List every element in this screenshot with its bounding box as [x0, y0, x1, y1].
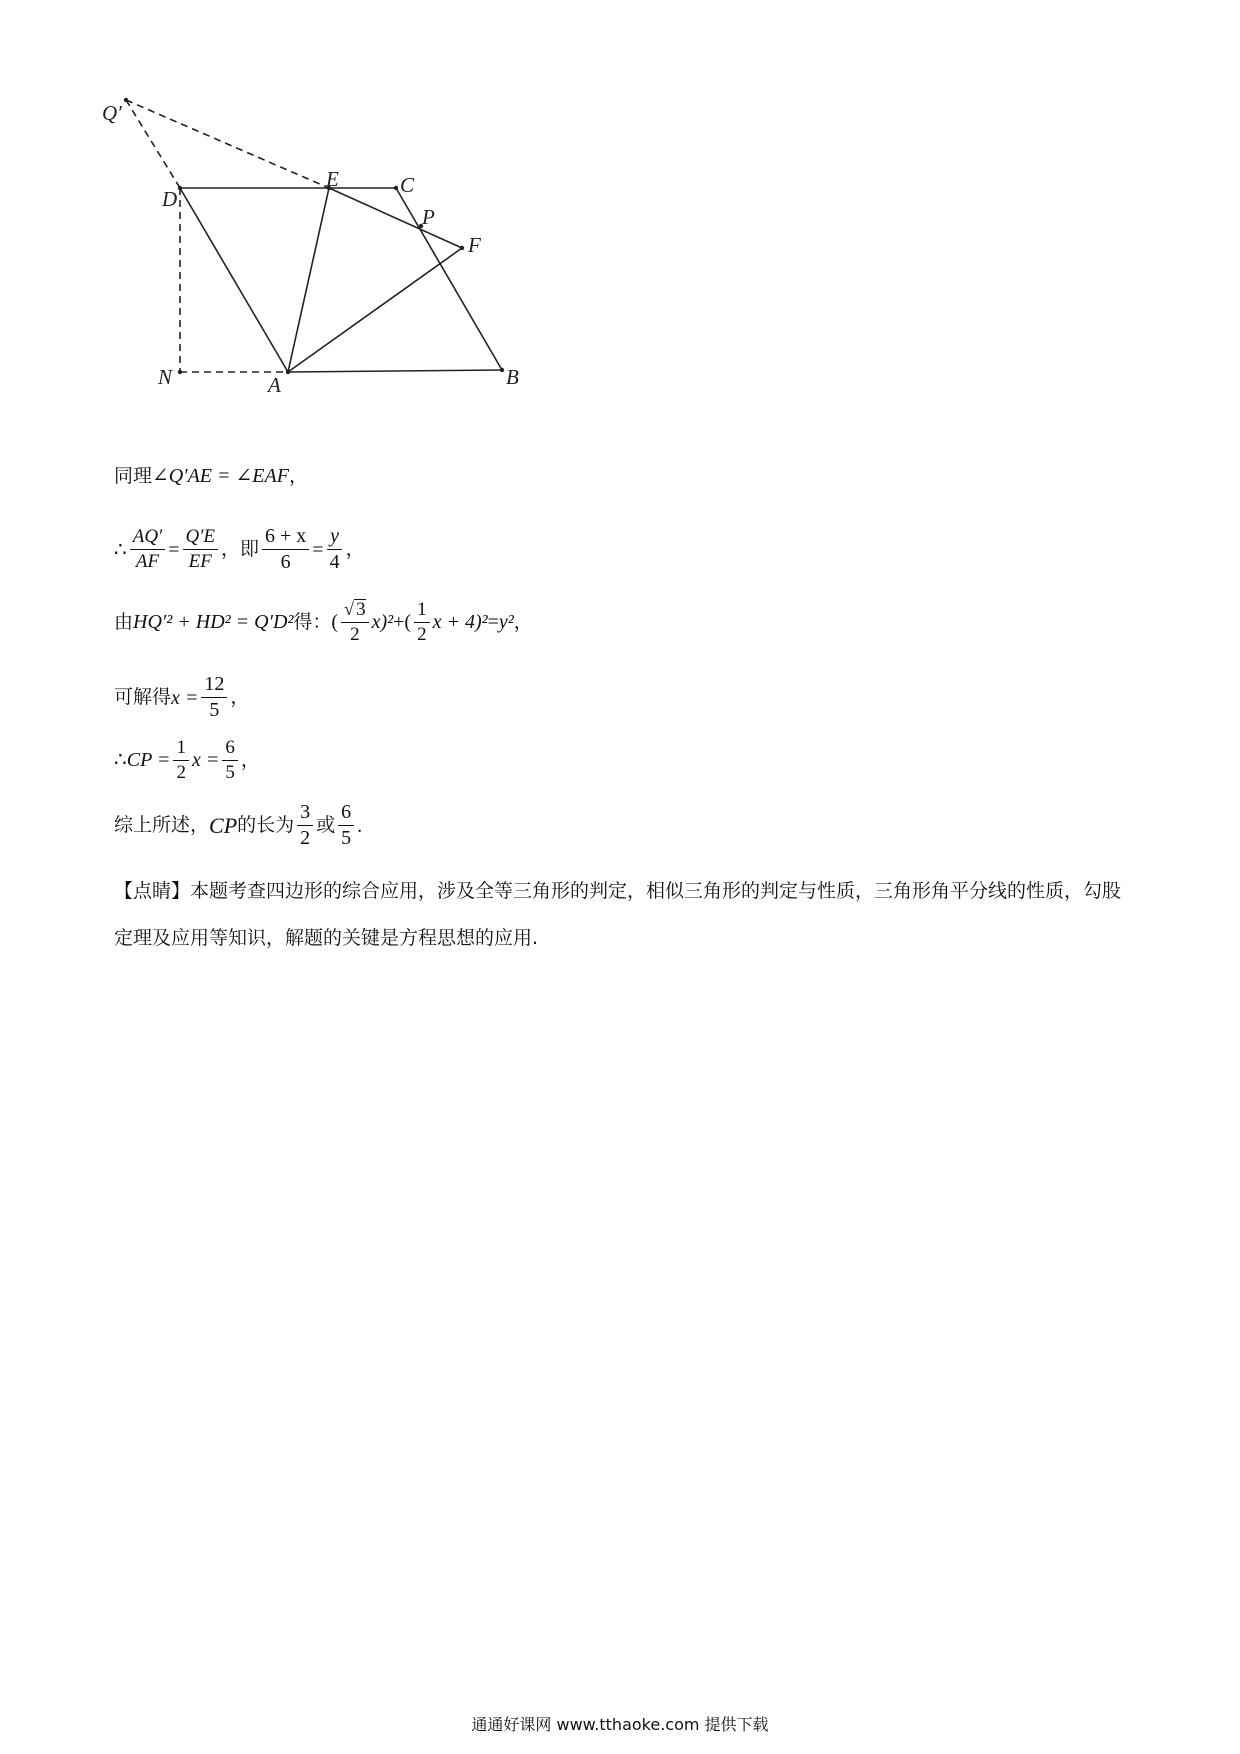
- frac-denominator: 5: [225, 761, 235, 783]
- sqrt-symbol: √ 3: [344, 599, 366, 620]
- equals-sign: =: [312, 538, 324, 561]
- line6-suffix: .: [357, 814, 363, 837]
- frac-numerator: Q′E: [183, 527, 218, 550]
- label-e: E: [326, 167, 339, 191]
- frac-numerator: [341, 600, 369, 623]
- line1-prefix: 同理: [114, 464, 153, 487]
- line2-connector: ，即: [220, 538, 259, 560]
- solution-line-6: [114, 802, 362, 849]
- equals-sign: =: [487, 611, 499, 634]
- frac-denominator: 2: [300, 827, 311, 849]
- segment-a-f: [288, 248, 462, 372]
- line6-mid: 的长为: [237, 814, 295, 836]
- comment-text: 本题考查四边形的综合应用，涉及全等三角形的判定，相似三角形的判定与性质，三角形角平分线的性质，勾股定理及应用等知识，解题的关键是方程思想的应用.: [114, 880, 1122, 949]
- line3-connector: 得：: [293, 610, 332, 633]
- fraction-aq-af: [130, 527, 165, 572]
- frac-denominator: 6: [280, 551, 291, 573]
- frac-denominator: 5: [341, 827, 352, 849]
- segment-d-a: [180, 188, 288, 372]
- solution-line-1: [114, 466, 308, 486]
- label-q: Q′: [102, 101, 122, 125]
- line5-mid: x =: [191, 749, 220, 772]
- label-a: A: [268, 373, 281, 397]
- fraction-y-4: [327, 526, 343, 573]
- term2-rest: x + 4)²: [432, 611, 488, 634]
- line2-suffix: ，: [345, 538, 365, 560]
- frac-numerator: 6: [222, 738, 238, 761]
- fraction-12-5: [201, 674, 227, 721]
- line4-prefix: 可解得: [114, 686, 172, 708]
- dashed-q-e: [126, 100, 329, 188]
- frac-denominator: 5: [209, 699, 220, 721]
- point-c: [394, 186, 398, 190]
- label-b: B: [506, 365, 519, 389]
- segment-c-b: [396, 188, 502, 370]
- point-q: [124, 98, 128, 102]
- frac-denominator: 2: [417, 623, 427, 645]
- line3-pythagoras: HQ′² + HD² = Q′D²: [133, 611, 294, 634]
- solution-line-3: [114, 600, 533, 645]
- open-paren: (: [331, 611, 339, 634]
- frac-numerator: y: [327, 526, 342, 550]
- plus-sign: +: [393, 611, 405, 634]
- line3-rhs: y²: [498, 611, 514, 634]
- fraction-sqrt3-2: [341, 600, 369, 645]
- figure-svg: [102, 100, 610, 450]
- frac-numerator: 1: [414, 600, 430, 623]
- frac-numerator: AQ′: [130, 527, 165, 550]
- fraction-1-2: [414, 600, 430, 645]
- therefore-symbol: ∴: [114, 749, 127, 772]
- segment-a-b: [288, 370, 502, 372]
- frac-denominator: EF: [188, 551, 212, 572]
- point-d: [178, 186, 182, 190]
- page-footer: 通通好课网 www.tthaoke.com 提供下载: [471, 1715, 769, 1734]
- solution-line-2: [114, 526, 365, 573]
- line6-or: 或: [316, 814, 336, 836]
- geometry-figure: [102, 100, 610, 450]
- line6-variable: CP: [209, 812, 238, 838]
- frac-numerator: 6 + x: [262, 526, 309, 550]
- term1-rest: x)²: [371, 611, 394, 634]
- line4-variable: x =: [171, 686, 199, 709]
- frac-denominator: 4: [329, 551, 340, 573]
- segment-e-f: [329, 188, 462, 248]
- frac-denominator: 2: [350, 623, 360, 645]
- line1-suffix: ，: [288, 464, 308, 487]
- open-paren: (: [404, 611, 412, 634]
- comment-label: 【点睛】: [114, 880, 191, 902]
- label-p: P: [422, 205, 435, 229]
- line3-prefix: 由: [114, 610, 134, 633]
- point-n: [178, 370, 182, 374]
- frac-numerator: 12: [201, 674, 227, 698]
- frac-numerator: 3: [297, 802, 313, 826]
- label-c: C: [400, 173, 415, 197]
- frac-denominator: AF: [135, 551, 160, 572]
- solution-line-5: [114, 738, 260, 783]
- fraction-6-5: [222, 738, 238, 783]
- label-f: F: [468, 233, 481, 257]
- point-a: [286, 370, 290, 374]
- fraction-6-5: [338, 802, 354, 849]
- line4-suffix: ，: [230, 686, 250, 708]
- line3-suffix: ，: [513, 610, 533, 633]
- fraction-1-2: [173, 738, 189, 783]
- equals-sign: =: [168, 538, 180, 561]
- dashed-q-d: [126, 100, 180, 188]
- line5-suffix: ，: [240, 748, 260, 771]
- therefore-symbol: ∴: [114, 538, 127, 561]
- label-n: N: [158, 365, 173, 389]
- fraction-qe-ef: [183, 527, 218, 572]
- point-b: [500, 368, 504, 372]
- point-f: [460, 246, 464, 250]
- frac-denominator: 2: [176, 761, 186, 783]
- line6-prefix: 综上所述，: [114, 814, 210, 836]
- sqrt-radicand: 3: [356, 599, 366, 620]
- fraction-6x-6: [262, 526, 309, 573]
- frac-numerator: 6: [338, 802, 354, 826]
- frac-numerator: 1: [173, 738, 189, 761]
- line1-expression: ∠Q′AE = ∠EAF: [152, 465, 289, 487]
- solution-line-4: [114, 674, 249, 721]
- fraction-3-2: [297, 802, 313, 849]
- segment-a-e: [288, 188, 329, 372]
- comment-paragraph: [114, 868, 1124, 962]
- line5-lhs: CP =: [126, 749, 171, 772]
- label-d: D: [162, 187, 178, 211]
